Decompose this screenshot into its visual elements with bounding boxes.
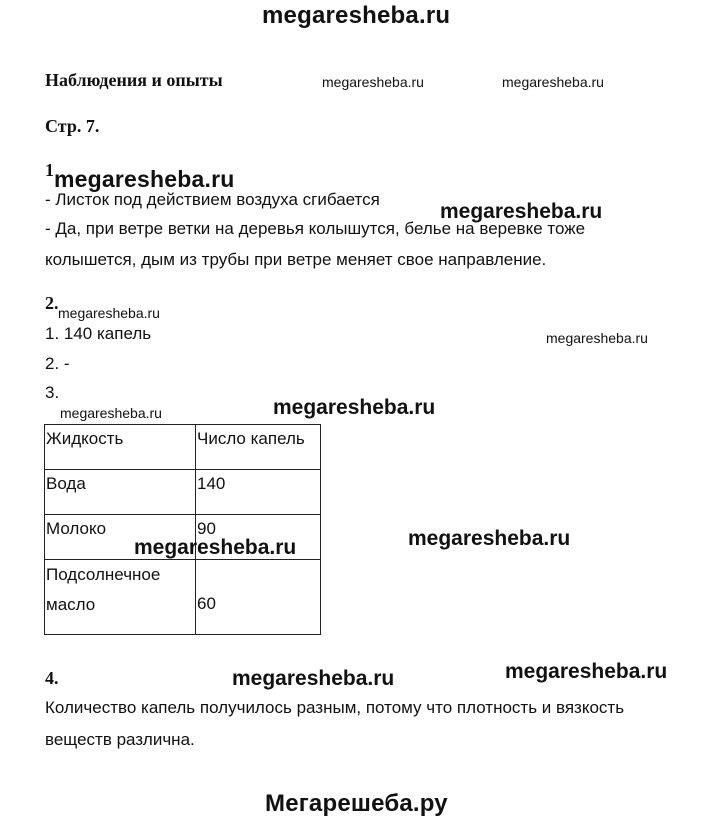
watermark-big: megaresheba.ru xyxy=(54,166,235,192)
liquids-table xyxy=(44,424,321,635)
task-4-line-2: веществ различна. xyxy=(45,730,195,749)
table-cell-liquid: Молоко xyxy=(45,515,196,560)
watermark-big: megaresheba.ru xyxy=(440,200,603,223)
watermark-small: megaresheba.ru xyxy=(60,405,162,421)
watermark-small: megaresheba.ru xyxy=(546,330,648,346)
task-1-number: 1 xyxy=(45,160,54,180)
table-cell-liquid: Вода xyxy=(45,470,196,515)
task-4-line-1: Количество капель получилось разным, потому что плотность и вязкость xyxy=(45,698,625,717)
task-1-line-1: - Листок под действием воздуха сгибается xyxy=(45,190,380,209)
task-2-item-1: 1. 140 капель xyxy=(45,324,152,343)
footer-watermark: Мегарешеба.ру xyxy=(265,790,448,817)
watermark-big: megaresheba.ru xyxy=(505,660,668,683)
table-header-cell: Число капель xyxy=(196,425,321,470)
section-title: Наблюдения и опыты xyxy=(45,70,223,90)
table-header-cell: Жидкость xyxy=(45,425,196,470)
table-row xyxy=(45,470,321,515)
table-header-row xyxy=(45,425,321,470)
table-row xyxy=(45,560,321,635)
watermark-big: megaresheba.ru xyxy=(408,527,571,550)
watermark-big: megaresheba.ru xyxy=(273,396,436,419)
task-1-line-2: - Да, при ветре ветки на деревья колышутся, белье на веревке тоже xyxy=(45,219,586,238)
watermark-big: megaresheba.ru xyxy=(232,667,395,690)
task-2-item-2: 2. - xyxy=(45,354,70,373)
header-watermark: megaresheba.ru xyxy=(262,2,451,29)
table-cell-count: 140 xyxy=(196,470,321,515)
watermark-small: megaresheba.ru xyxy=(322,74,424,90)
table-cell-count: 90 xyxy=(196,515,321,560)
watermark-small: megaresheba.ru xyxy=(502,74,604,90)
watermark-big: megaresheba.ru xyxy=(134,536,297,559)
table-cell-liquid: Подсолнечное масло xyxy=(45,560,196,635)
task-1-line-3: колышется, дым из трубы при ветре меняет свое направление. xyxy=(45,250,547,269)
page-ref: Стр. 7. xyxy=(45,116,100,136)
watermark-small: megaresheba.ru xyxy=(58,305,160,321)
task-4-number: 4. xyxy=(45,668,59,688)
table-cell-count: 60 xyxy=(196,560,321,635)
task-2-number: 2. xyxy=(45,293,59,313)
task-2-item-3: 3. xyxy=(45,383,60,402)
